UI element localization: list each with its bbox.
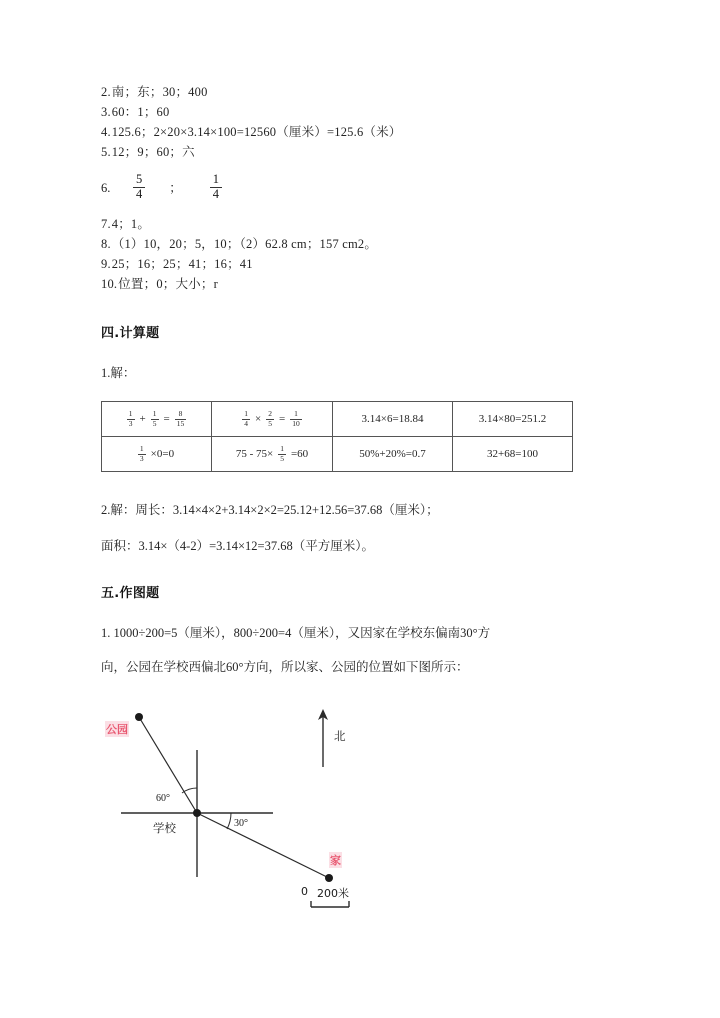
table-cell (212, 402, 333, 437)
answer-line (101, 254, 631, 274)
answer-list-bottom (101, 214, 631, 294)
calculation-table (101, 401, 573, 472)
operator: = (163, 412, 170, 425)
answer-line (101, 234, 631, 254)
fraction (175, 410, 187, 427)
point-park (135, 713, 143, 721)
point-school (193, 809, 201, 817)
section4-item2-line1: 2.解：周长：3.14×4×2+3.14×2×2=25.12+12.56=37.68（厘米）； (101, 503, 439, 517)
fraction-denominator: 3 (139, 453, 144, 463)
table-cell (102, 437, 212, 472)
operator: 75 - 75× (235, 447, 274, 460)
answer-separator: ； (169, 181, 182, 195)
answer-line (101, 214, 631, 234)
angle-arc-30 (227, 813, 231, 829)
answer-line-6 (101, 171, 631, 205)
table-row (102, 402, 573, 437)
ray-to-home (197, 813, 329, 878)
section-heading-five: 五.作图题 (101, 586, 160, 601)
answer-line (101, 142, 631, 162)
answer-number: 5. (101, 145, 111, 159)
section5-para-line2: 向，公园在学校西偏北60°方向，所以家、公园的位置如下图所示： (101, 660, 469, 674)
fraction-numerator: 8 (175, 410, 187, 419)
fraction-five-fourths (133, 173, 145, 200)
answer-text: 12；9；60；六 (111, 145, 195, 159)
fraction-numerator: 1 (290, 410, 302, 419)
operator: =60 (290, 447, 309, 460)
table-cell (102, 402, 212, 437)
figure-scale-zero: 0 (301, 885, 308, 898)
fraction (290, 410, 302, 427)
answer-text: （1）10，20；5，10；（2）62.8 cm；157 cm2。 (111, 237, 378, 251)
figure-label-school: 学校 (153, 821, 176, 835)
operator: × (255, 412, 262, 425)
answer-number: 4. (101, 125, 111, 139)
fraction-denominator: 4 (244, 418, 249, 428)
fraction-numerator: 1 (152, 409, 157, 419)
operator: ×0=0 (150, 447, 175, 460)
fraction-denominator: 10 (292, 418, 300, 428)
table-cell (212, 437, 333, 472)
document-content (101, 82, 631, 925)
section4-item1-label: 1.解： (101, 366, 136, 380)
fraction (127, 410, 135, 427)
figure-svg (101, 695, 631, 925)
section5-para-line1: 1. 1000÷200=5（厘米），800÷200=4（厘米），又因家在学校东偏南30°方 (101, 626, 491, 640)
fraction-denominator: 3 (128, 418, 133, 428)
fraction (278, 445, 286, 462)
table-cell: 3.14×80=251.2 (453, 402, 573, 437)
fraction-denominator: 5 (280, 453, 284, 463)
answer-number: 8. (101, 237, 111, 251)
section-heading-four: 四.计算题 (101, 326, 160, 341)
table-cell: 32+68=100 (453, 437, 573, 472)
figure-angle-right: 30° (234, 818, 248, 829)
section4-item2-line2: 面积：3.14×（4-2）=3.14×12=37.68（平方厘米）。 (101, 539, 374, 553)
fraction-denominator: 5 (152, 418, 157, 428)
answer-line (101, 122, 631, 142)
answer-number: 9. (101, 257, 111, 271)
answer-text: 125.6；2×20×3.14×100=12560（厘米）=125.6（米） (111, 125, 402, 139)
fraction (151, 410, 159, 427)
table-row (102, 437, 573, 472)
fraction-denominator: 4 (136, 186, 143, 201)
answer-list-top (101, 82, 631, 162)
answer-number: 2. (101, 85, 111, 99)
fraction (138, 445, 146, 462)
fraction (266, 410, 274, 427)
fraction (242, 410, 250, 427)
operator: = (279, 412, 286, 425)
figure-label-park: 公园 (106, 723, 128, 736)
answer-text: 位置；0；大小；r (118, 277, 218, 291)
fraction-denominator: 4 (212, 186, 220, 201)
fraction-numerator: 1 (210, 173, 222, 187)
answer-text: 25；16；25；41；16；41 (111, 257, 253, 271)
figure-label-north: 北 (334, 729, 346, 743)
table-cell: 50%+20%=0.7 (333, 437, 453, 472)
figure-label-home: 家 (330, 854, 341, 867)
fraction-one-fourth (210, 173, 222, 200)
operator: + (139, 412, 146, 425)
answer-text: 60：1；60 (111, 105, 170, 119)
answer-number: 10. (101, 277, 118, 291)
fraction-denominator: 5 (268, 418, 272, 428)
answer-number: 7. (101, 217, 111, 231)
table-cell: 3.14×6=18.84 (333, 402, 453, 437)
answer-number: 6. (101, 181, 111, 195)
figure-angle-left: 60° (156, 793, 170, 804)
fraction-numerator: 1 (280, 444, 284, 454)
answer-number: 3. (101, 105, 111, 119)
fraction-denominator: 15 (176, 418, 185, 428)
answer-text: 4；1。 (111, 217, 151, 231)
answer-line (101, 82, 631, 102)
fraction-numerator: 5 (133, 173, 145, 187)
answer-line (101, 274, 631, 294)
fraction-numerator: 1 (139, 444, 144, 454)
direction-position-figure (101, 695, 631, 925)
fraction-numerator: 2 (268, 409, 272, 419)
fraction-numerator: 1 (244, 409, 249, 419)
answer-line (101, 102, 631, 122)
answer-text: 南；东；30；400 (111, 85, 208, 99)
figure-scale-value: 200米 (317, 887, 349, 900)
fraction-numerator: 1 (128, 409, 133, 419)
point-home (325, 874, 333, 882)
